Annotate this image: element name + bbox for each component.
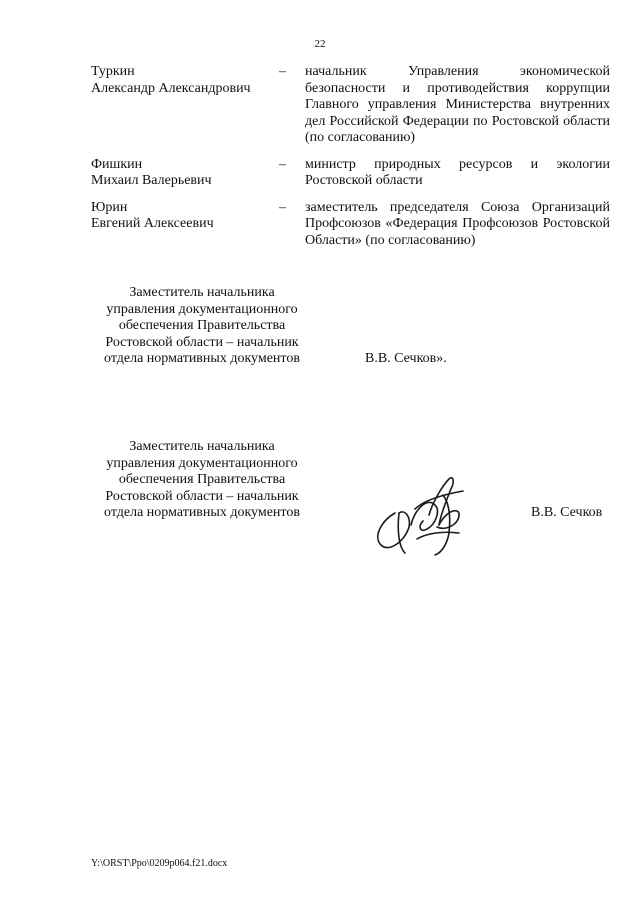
signatory-position <box>91 439 313 522</box>
member-given-names: Михаил Валерьевич <box>91 173 212 188</box>
signatory-name: В.В. Сечков <box>531 505 603 520</box>
signatory-position-line: отдела нормативных документов <box>104 351 300 366</box>
signatory-position-line: Заместитель начальника <box>129 285 275 300</box>
member-surname: Туркин <box>91 64 135 79</box>
member-name <box>91 157 279 190</box>
member-surname: Юрин <box>91 199 128 215</box>
member-row <box>91 64 610 147</box>
signatory-position-line: отдела нормативных документов <box>104 505 300 520</box>
member-role: начальник Управления экономической безопасности и противодействия коррупции Главного управления Министерства внутренних дел Российской Федерации по Ростовской области (по согласованию) <box>305 64 610 145</box>
page-number: 22 <box>314 38 326 50</box>
members-list <box>91 64 610 259</box>
signatory-position-line: Ростовской области – начальник <box>105 488 299 504</box>
member-dash: – <box>279 199 286 215</box>
member-given-names: Александр Александрович <box>91 80 251 96</box>
signatory-position-line: управления документационного <box>106 301 298 317</box>
member-surname: Фишкин <box>91 156 143 172</box>
file-path: Y:\ORST\Ppo\0209p064.f21.docx <box>91 858 228 869</box>
member-role: заместитель председателя Союза Организаций Профсоюзов «Федерация Профсоюзов Ростовской Области» (по согласованию) <box>305 199 610 248</box>
signatory-name: В.В. Сечков». <box>365 351 447 366</box>
member-row <box>91 200 610 250</box>
signature-block-second <box>91 439 610 522</box>
member-row <box>91 157 610 190</box>
signatory-position-line: Ростовской области – начальник <box>105 334 299 350</box>
signatory-position-line: обеспечения Правительства <box>118 472 286 487</box>
member-dash: – <box>279 64 286 79</box>
signatory-position <box>91 285 313 368</box>
member-name <box>91 200 279 233</box>
member-dash: – <box>279 156 286 172</box>
handwritten-signature <box>371 455 481 559</box>
signatory-position-line: Заместитель начальника <box>129 439 275 454</box>
member-given-names: Евгений Алексеевич <box>91 216 214 231</box>
member-role: министр природных ресурсов и экологии Ростовской области <box>305 156 610 188</box>
signatory-position-line: управления документационного <box>106 455 298 471</box>
signatory-position-line: обеспечения Правительства <box>118 318 286 333</box>
member-name <box>91 64 279 97</box>
signature-block-first <box>91 285 610 368</box>
